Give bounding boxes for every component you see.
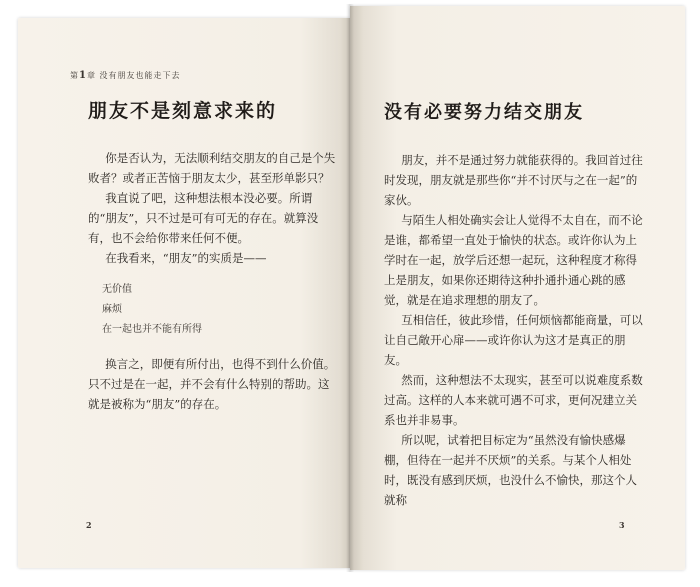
list-item: 麻烦 [102, 304, 122, 315]
paragraph: 朋友，并不是通过努力就能获得的。我回首过往时发现，朋友就是那些你“并不讨厌与之在一起”的家伙。 [384, 153, 643, 207]
paragraph: 我直说了吧，这种想法根本没必要。所谓的“朋友”，只不过是可有可无的存在。就算没有，也不会给你带来任何不便。 [88, 191, 319, 245]
paragraph: 换言之，即便有所付出，也得不到什么价值。只不过是在一起，并不会有什么特别的帮助。这就是被称为“朋友”的存在。 [88, 357, 336, 411]
paragraph: 在我看来，“朋友”的实质是—— [105, 251, 267, 265]
paragraph: 你是否认为，无法顺利结交朋友的自己是个失败者？或者正苦恼于朋友太少，甚至形单影只？ [88, 151, 336, 185]
paragraph: 互相信任，彼此珍惜，任何烦恼都能商量，可以让自己敞开心扉——或许你认为这才是真正的朋友。 [384, 313, 643, 367]
running-head-text: 没有朋友也能走下去 [99, 71, 181, 80]
page-number-left: 2 [86, 520, 92, 530]
chapter-prefix: 第 [70, 71, 79, 80]
left-page-body [88, 148, 338, 414]
book-spine-gutter [346, 4, 354, 572]
running-head [70, 70, 181, 81]
list-block [102, 280, 338, 340]
paragraph: 与陌生人相处确实会让人觉得不太自在，而不论是谁，都希望一直处于愉快的状态。或许你认为上学时在一起，放学后还想一起玩，这种程度才称得上是朋友，如果你还期待这种扑通扑通心跳的感觉，就是在追求理想的朋友了。 [384, 213, 643, 307]
list-item: 无价值 [102, 284, 132, 295]
list-item: 在一起也并不能有所得 [102, 324, 202, 335]
section-title: 没有必要努力结交朋友 [384, 102, 584, 123]
right-page-body [384, 150, 646, 510]
paragraph: 然而，这种想法不太现实，甚至可以说难度系数过高。这样的人本来就可遇不可求，更何况建立关系也并非易事。 [384, 373, 643, 427]
chapter-suffix: 章 [86, 71, 96, 80]
paragraph: 所以呢，试着把目标定为“虽然没有愉快感爆棚，但待在一起并不厌烦”的关系。与某个人相处时，既没有感到厌烦，也没什么不愉快，那这个人就称 [384, 433, 637, 507]
chapter-title: 朋友不是刻意求来的 [88, 100, 278, 122]
page-number-right: 3 [619, 520, 625, 530]
chapter-number: 1 [79, 70, 87, 81]
